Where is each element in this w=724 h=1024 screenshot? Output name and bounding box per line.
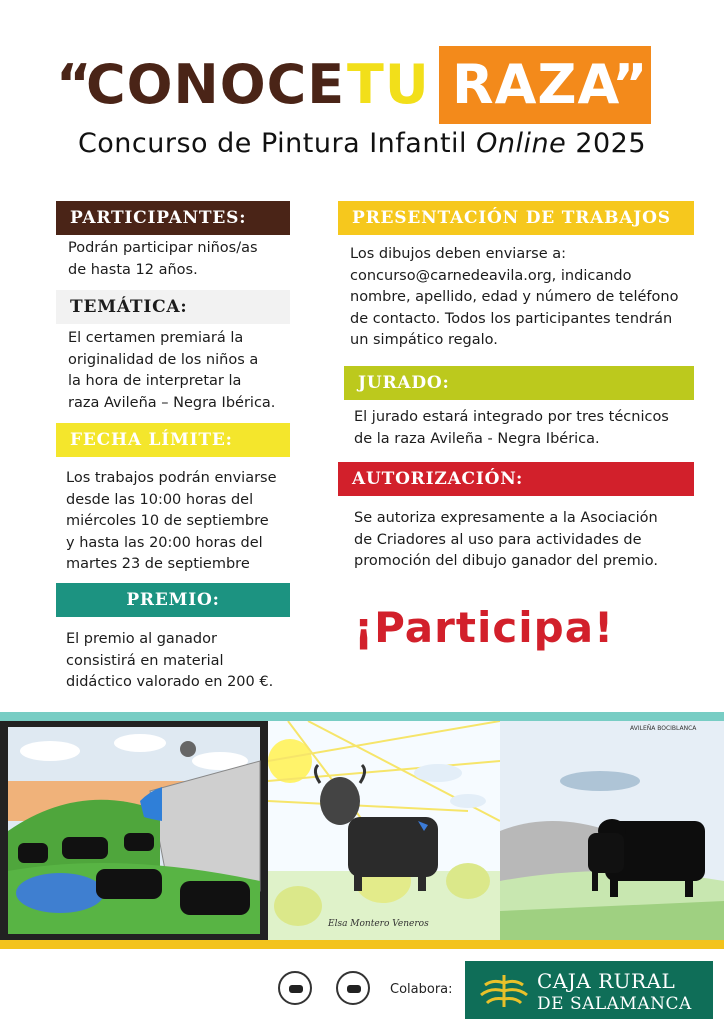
title-open-quote: “ [56, 53, 93, 116]
autorizacion-line: de Criadores al uso para actividades de [354, 531, 642, 548]
participa-call-to-action: ¡Participa! [354, 603, 615, 652]
autorizacion-line: promoción del dibujo ganador del premio. [354, 553, 659, 569]
fecha-limite-line: miércoles 10 de septiembre [66, 513, 269, 529]
presentacion-line: nombre, apellido, edad y número de teléfono [350, 289, 679, 305]
drawing-cattle-gray [500, 721, 724, 940]
premio-line: consistirá en material [66, 652, 224, 669]
participantes-heading: PARTICIPANTES: [56, 201, 290, 235]
subtitle-year: 2025 [575, 128, 647, 159]
fecha-limite-line: martes 23 de septiembre [66, 556, 250, 572]
presentacion-line: concurso@carnedeavila.org, indicando [350, 267, 632, 284]
participantes-line: Podrán participar niños/as [68, 240, 258, 256]
participantes-line: de hasta 12 años. [68, 261, 198, 278]
drawing-waterfall-cattle [0, 721, 268, 940]
fecha-limite-heading: FECHA LÍMITE: [56, 423, 290, 457]
sponsor-logo [465, 961, 713, 1019]
children-drawings [0, 721, 724, 940]
fecha-limite-text [66, 468, 277, 576]
fecha-limite-line: Los trabajos podrán enviarse [66, 470, 277, 486]
title-word-conoce: CONOCE [86, 53, 346, 116]
gray-cattle-illustration [500, 721, 724, 940]
title-close-quote: ” [612, 53, 649, 116]
subtitle-online: Online [476, 128, 567, 159]
premio-text [66, 629, 273, 694]
fecha-limite-line: y hasta las 20:00 horas del [66, 534, 263, 551]
tematica-line: El certamen premiará la [68, 330, 244, 346]
title-word-tu: TU [347, 53, 430, 116]
drawings-bottom-band [0, 940, 724, 949]
association-seal-icon [278, 971, 312, 1005]
jurado-heading: JURADO: [344, 366, 694, 400]
premio-line: El premio al ganador [66, 631, 217, 647]
jurado-text [354, 407, 669, 450]
sponsor-name-line1: CAJA RURAL [537, 969, 676, 993]
poster-title [0, 44, 724, 126]
wheat-icon [477, 971, 531, 1009]
premio-heading: PREMIO: [56, 583, 290, 617]
sun-cow-illustration [268, 721, 500, 940]
drawings-top-band [0, 712, 724, 721]
tematica-heading: TEMÁTICA: [56, 290, 290, 324]
presentacion-line: Los dibujos deben enviarse a: [350, 246, 567, 262]
title-word-raza: RAZA [452, 53, 621, 116]
jurado-line: El jurado estará integrado por tres técnicos [354, 409, 669, 425]
waterfall-landscape-illustration [0, 721, 268, 940]
drawing-signature: Elsa Montero Veneros [328, 919, 429, 929]
presentacion-line: de contacto. Todos los participantes tendrán [350, 310, 673, 327]
fecha-limite-line: desde las 10:00 horas del [66, 491, 254, 508]
premio-line: didáctico valorado en 200 €. [66, 674, 274, 690]
tematica-text [68, 328, 275, 414]
tematica-line: la hora de interpretar la [68, 373, 242, 389]
poster-subtitle [0, 128, 724, 159]
tematica-line: raza Avileña – Negra Ibérica. [68, 394, 276, 411]
drawing-label: AVILEÑA BOCIBLANCA [630, 725, 697, 732]
tematica-line: originalidad de los niños a [68, 351, 259, 368]
autorizacion-text [354, 508, 658, 573]
presentacion-heading: PRESENTACIÓN DE TRABAJOS [338, 201, 694, 235]
footer [0, 949, 724, 1024]
jurado-line: de la raza Avileña - Negra Ibérica. [354, 430, 600, 447]
presentacion-text [350, 244, 678, 352]
sponsor-name-line2: DE SALAMANCA [537, 994, 692, 1014]
colabora-label: Colabora: [390, 982, 453, 997]
cattle-seal-icon [336, 971, 370, 1005]
participantes-text [68, 238, 258, 281]
autorizacion-heading: AUTORIZACIÓN: [338, 462, 694, 496]
autorizacion-line: Se autoriza expresamente a la Asociación [354, 510, 658, 526]
presentacion-line: un simpático regalo. [350, 332, 498, 348]
drawing-sun-cow [268, 721, 500, 940]
subtitle-prefix: Concurso de Pintura Infantil [77, 128, 468, 159]
